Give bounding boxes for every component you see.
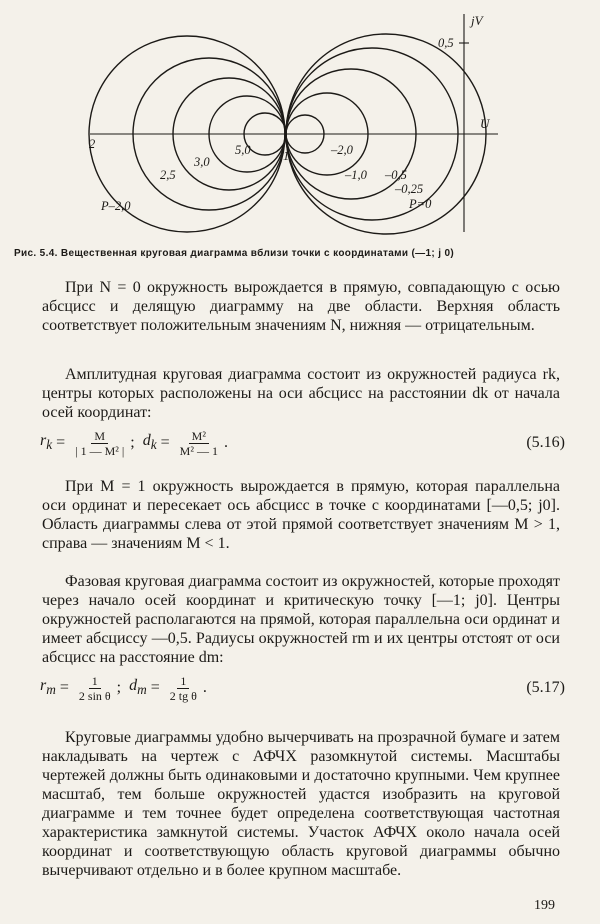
label-p-0: P=0 [409,197,432,211]
real-axis-label: U [480,116,490,131]
label-p-m0-25: –0,25 [395,182,424,196]
page-number: 199 [534,898,555,913]
label-x-2: 2 [89,137,96,151]
paragraph-3: При M = 1 окружность вырождается в прямую, которая параллельна оси ординат и пересекает ось абсцисс в точке с координатами [—0,5; j0]. Область диаграммы слева от этой прямой соответствует значениям M > 1, справа — значениям M < 1. [42,478,560,552]
circle-diagram-figure [0,0,600,245]
paragraph-2: Амплитудная круговая диаграмма состоит из окружностей радиуса rk, центры которых расположены на оси абсцисс на расстоянии dk от начала осей координат: [42,366,560,421]
imag-tick-label: 0,5 [438,36,454,50]
label-p-m2: –2,0 [331,143,353,157]
formula-5-16: $r_k$ = $\frac{M}{\text{| 1 — M² |}}$ ; $d_k$ = $\frac{\text{M²}}{\text{M² — 1}}$ . (5.16) [40,428,565,458]
label-p-3: 3,0 [194,155,210,169]
formula-number-5-17: (5.17) [526,679,565,696]
paragraph-1: При N = 0 окружность вырождается в прямую, совпадающую с осью абсцисс и делящую диаграмму на две области. Верхняя область соответствует положительным значениям N, нижняя — отрицательным. [42,279,560,334]
label-p-1: 1 [283,149,290,163]
imag-axis-label: jV [471,13,483,28]
paragraph-5: Круговые диаграммы удобно вычерчивать на прозрачной бумаге и затем накладывать на чертеж с АФЧХ разомкнутой системы. Масштабы чертежей должны быть одинаковыми и достаточно крупными. Чем крупнее масштаб, тем больше окружностей удастся изобразить на круговой диаграмме и тем точнее будет определена соответствующая частотная характеристика замкнутой системы. Участок АФЧХ около начала осей координат и соответствующую область круговой диаграммы обычно вычерчивают отдельно и в более крупном масштабе. [42,729,560,879]
formula-number-5-16: (5.16) [526,434,565,451]
circle-diagram-svg [0,0,600,245]
paragraph-4: Фазовая круговая диаграмма состоит из окружностей, которые проходят через начало осей координат и критическую точку [—1; j0]. Центры окружностей располагаются на прямой, которая параллельна оси ординат и имеет абсциссу —0,5. Радиусы окружностей rm и их центры отстоят от оси абсцисс на расстояние dm: [42,573,560,666]
label-p-2-5: 2,5 [160,168,176,182]
label-p-5: 5,0 [235,143,251,157]
label-p-m1: –1,0 [345,168,367,182]
label-p-2: P–2,0 [101,199,131,213]
label-p-m0-5: –0,5 [385,168,407,182]
formula-5-17: $r_m$ = $\frac{1}{\text{2 sin θ}}$ ; $d_m$ = $\frac{1}{\text{2 tg θ}}$ . (5.17) [40,673,565,703]
figure-caption: Рис. 5.4. Вещественная круговая диаграмма вблизи точки с координатами (—1; j 0) [14,248,455,259]
